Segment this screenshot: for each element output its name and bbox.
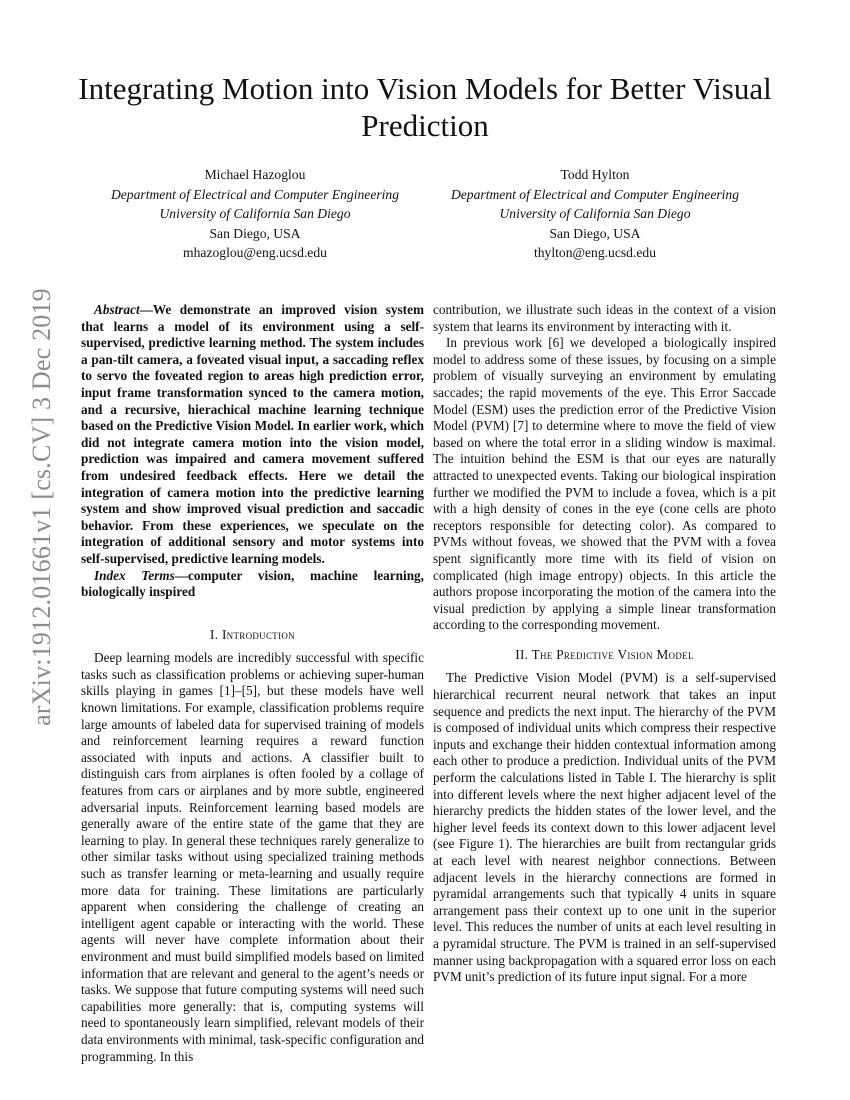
section-heading-pvm: II. The Predictive Vision Model bbox=[515, 646, 694, 662]
arxiv-stamp bbox=[22, 272, 62, 742]
author-block-2 bbox=[430, 165, 760, 263]
paper-title: Integrating Motion into Vision Models for Better Visual Prediction bbox=[78, 71, 772, 143]
right-column bbox=[433, 302, 776, 986]
author-location: San Diego, USA bbox=[209, 225, 301, 241]
pvm-paragraph-1: The Predictive Vision Model (PVM) is a self-supervised hierarchical recurrent neural network that takes an input sequence and predicts the next input. The hierarchy of the PVM is composed of individual units which compress their respective inputs and exchange their hidden contextual information among each other to produce a prediction. Individual units of the PVM perform the calculations listed in Table I. The hierarchy is split into different levels where the next higher adjacent level of the hierarchy predicts the hidden states of the lower level, and the higher level feeds its context down to this lower adjacent level (see Figure 1). The hierarchies are built from rectangular grids at each level with nearest neighbor connections. Between adjacent levels in the hierarchy connections are formed in pyramidal arrangements such that typically 4 units in square arrangement pass their context up to one unit in the superior level. This reduces the number of units at each level resulting in a pyramidal structure. The PVM is trained in an self-supervised manner using backpropagation with a squared error loss on each PVM unit’s prediction of its future input signal. For a more bbox=[433, 670, 776, 985]
abstract bbox=[81, 302, 424, 568]
index-terms bbox=[81, 568, 424, 601]
author-email: thylton@eng.ucsd.edu bbox=[533, 245, 656, 260]
left-column bbox=[81, 302, 424, 1065]
author-location: San Diego, USA bbox=[549, 225, 641, 241]
index-terms-label: Index Terms bbox=[94, 567, 175, 583]
author-name: Michael Hazoglou bbox=[204, 167, 306, 182]
abstract-label: Abstract bbox=[94, 302, 140, 317]
author-university: University of California San Diego bbox=[499, 206, 691, 221]
author-department: Department of Electrical and Computer Engineering bbox=[450, 186, 740, 202]
author-department: Department of Electrical and Computer Engineering bbox=[110, 186, 400, 202]
author-university: University of California San Diego bbox=[159, 206, 351, 221]
author-name: Todd Hylton bbox=[560, 167, 630, 182]
author-block-1 bbox=[90, 165, 420, 263]
index-terms-text: —computer vision, machine learning, biologically inspired bbox=[81, 567, 424, 600]
abstract-text: —We demonstrate an improved vision system that learns a model of its environment using a self-supervised, predictive learning method. The system includes a pan-tilt camera, a foveated visual input, a saccading reflex to servo the foveated region to areas high prediction error, input frame transformation synced to the camera motion, and a recursive, hierachical machine learning technique based on the Predictive Vision Model. In earlier work, which did not integrate camera motion into the vision model, prediction was impaired and camera movement suffered from undesired feedback effects. Here we detail the integration of camera motion into the predictive learning system and show improved visual prediction and saccadic behavior. From these experiences, we speculate on the integration of additional sensory and motor systems into self-supervised, predictive learning models. bbox=[81, 302, 424, 566]
introduction-paragraph-2: In previous work [6] we developed a biologically inspired model to address some of these issues, by focusing on a simple problem of visually surveying an environment by emulating saccades; the rapid movements of the eye. This Error Saccade Model (ESM) uses the prediction error of the Predictive Vision Model (PVM) [7] to determine where to move the field of view based on where the total error in a sliding window is maximal. The intuition behind the ESM is that our eyes are naturally attracted to unexpected events. Taking our biological inspiration further we modified the PVM to include a fovea, which is a pit with a high density of cones in the eye (cone cells are photo receptors responsible for detecting color). As compared to PVMs without foveas, we showed that the PVM with a fovea spent significantly more time with its field of vision on complicated (high image entropy) objects. In this article the authors propose incorporating the motion of the camera into the visual prediction by applying a simple linear transformation according to the corresponding movement. bbox=[433, 335, 776, 633]
introduction-paragraph-1: Deep learning models are incredibly successful with specific tasks such as classification problems or achieving super-human skills playing in games [1]–[5], but these models have well known limitations. For example, classification problems require large amounts of labeled data for supervised training of models and reinforcement learning requires a reward function associated with inputs and actions. A classifier built to distinguish cars from airplanes is often fooled by a collage of features from cars or airplanes and by more subtle, engineered adversarial inputs. Reinforcement learning based models are generally aware of the entire state of the game that they are learning to play. In general these techniques rarely generalize to other similar tasks without using specialized training methods such as transfer learning or meta-learning and usually require more data for training. These limitations are particularly apparent when considering the challenge of creating an intelligent agent capable or interacting with the world. These agents will never have complete information about their environment and must build simplified models based on limited information that are relevant and general to the agent’s needs or tasks. We suppose that future computing systems will need such capabilities more generally: that is, computing systems will need to spontaneously learn simplified, relevant models of their data environments with minimal, task-specific configuration and programming. In this bbox=[81, 650, 424, 1064]
section-heading-introduction: I. Introduction bbox=[210, 626, 295, 642]
arxiv-identifier: arXiv:1912.01661v1 [cs.CV] 3 Dec 2019 bbox=[27, 288, 56, 726]
author-email: mhazoglou@eng.ucsd.edu bbox=[183, 245, 327, 260]
introduction-paragraph-1-continued: contribution, we illustrate such ideas in the context of a vision system that learns its environment by interacting with it. bbox=[433, 302, 776, 334]
